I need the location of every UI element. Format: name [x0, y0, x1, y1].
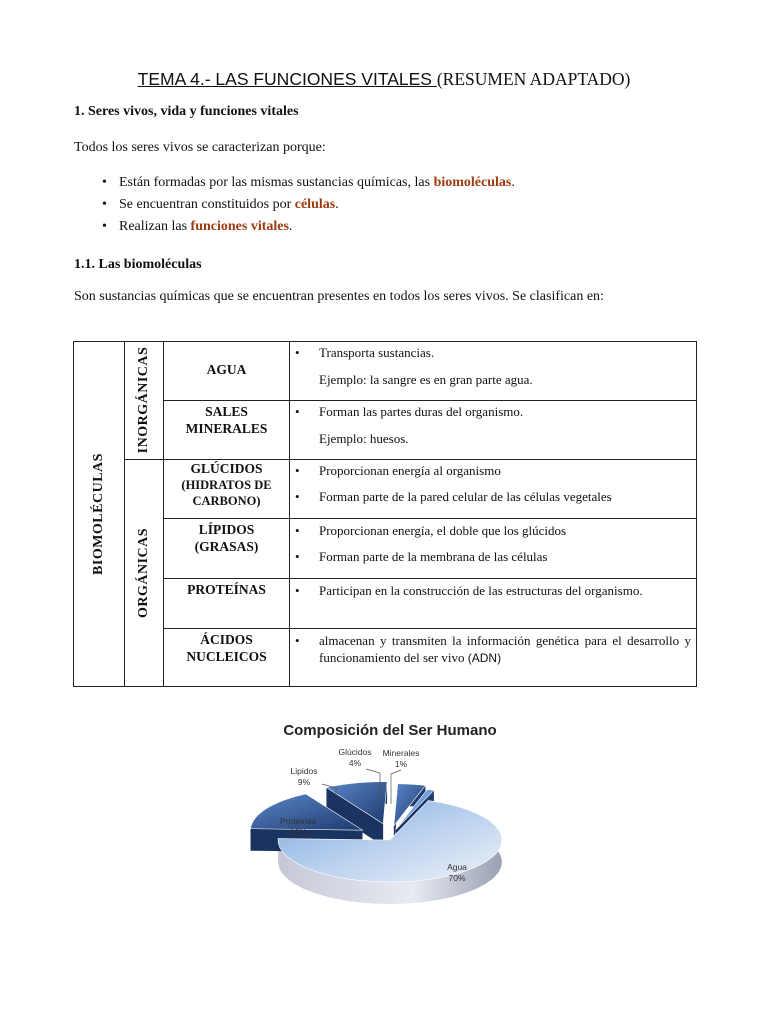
row-name-agua: AGUA	[206, 362, 247, 377]
composition-pie-chart	[240, 712, 540, 932]
section-1-1-intro: Son sustancias químicas que se encuentran presentes en todos los seres vivos. Se clasifican en:	[74, 289, 604, 304]
highlight-biomoleculas: biomoléculas	[433, 175, 512, 190]
section-1-intro: Todos los seres vivos se caracterizan porque:	[74, 140, 326, 155]
pie-label-agua: Agua	[447, 862, 467, 872]
row-name-lipidos: LÍPIDOS (GRASAS)	[194, 522, 259, 554]
highlight-celulas: células	[294, 197, 336, 212]
row-desc-sales-minerales: • Forman las partes duras del organismo. Ejemplo: huesos.	[295, 403, 691, 447]
chart-title: Composición del Ser Humano	[283, 722, 497, 739]
pie-value-proteinas: 16%	[289, 827, 307, 837]
title-sub: (RESUMEN ADAPTADO)	[436, 69, 631, 89]
row-name-sales-minerales: SALES MINERALES	[185, 404, 268, 436]
section-1-1-heading: 1.1. Las biomoléculas	[74, 257, 202, 272]
row-name-proteinas: PROTEÍNAS	[187, 582, 266, 597]
row-desc-glucidos: • Proporcionan energía al organismo • Forman parte de la pared celular de las células vegetales	[295, 462, 691, 505]
pie-value-lipidos: 9%	[297, 777, 311, 787]
row-desc-agua: • Transporta sustancias. Ejemplo: la sangre es en gran parte agua.	[295, 344, 691, 388]
list-item: • Se encuentran constituidos por células.	[102, 196, 515, 218]
pie-label-minerales: Minerales	[382, 748, 420, 758]
list-item: • Están formadas por las mismas sustancias químicas, las biomoléculas.	[102, 174, 515, 196]
row-name-acidos-nucleicos: ÁCIDOS NUCLEICOS	[186, 632, 267, 664]
pie-value-glúcidos: 4%	[348, 758, 362, 768]
inorganicas-label: INORGÁNICAS	[136, 346, 151, 454]
organicas-label: ORGÁNICAS	[136, 527, 151, 619]
title-main: TEMA 4.- LAS FUNCIONES VITALES	[137, 69, 437, 89]
page-title	[0, 69, 768, 90]
biomoleculas-table	[73, 341, 697, 687]
pie-value-agua: 70%	[448, 873, 466, 883]
pie-label-lipidos: Lipidos	[290, 766, 318, 776]
row-desc-lipidos: • Proporcionan energía, el doble que los glúcidos • Forman parte de la membrana de las células	[295, 522, 691, 565]
biomoleculas-label: BIOMOLÉCULAS	[91, 453, 106, 575]
pie-label-glúcidos: Glúcidos	[338, 747, 372, 757]
adn-note: (ADN)	[467, 651, 502, 665]
characteristics-list	[102, 174, 515, 240]
row-desc-proteinas: • Participan en la construcción de las estructuras del organismo.	[295, 582, 691, 599]
row-name-glucidos: GLÚCIDOS (HIDRATOS DE CARBONO)	[181, 461, 272, 508]
section-1-heading: 1. Seres vivos, vida y funciones vitales	[74, 104, 299, 119]
highlight-funciones-vitales: funciones vitales	[190, 219, 289, 234]
pie-value-minerales: 1%	[394, 759, 408, 769]
list-item: • Realizan las funciones vitales.	[102, 218, 515, 240]
row-desc-acidos-nucleicos: • almacenan y transmiten la información genética para el desarrollo y funcionamiento del ser vivo (ADN)	[295, 632, 691, 667]
pie-label-proteinas: Proteinas	[280, 816, 316, 826]
